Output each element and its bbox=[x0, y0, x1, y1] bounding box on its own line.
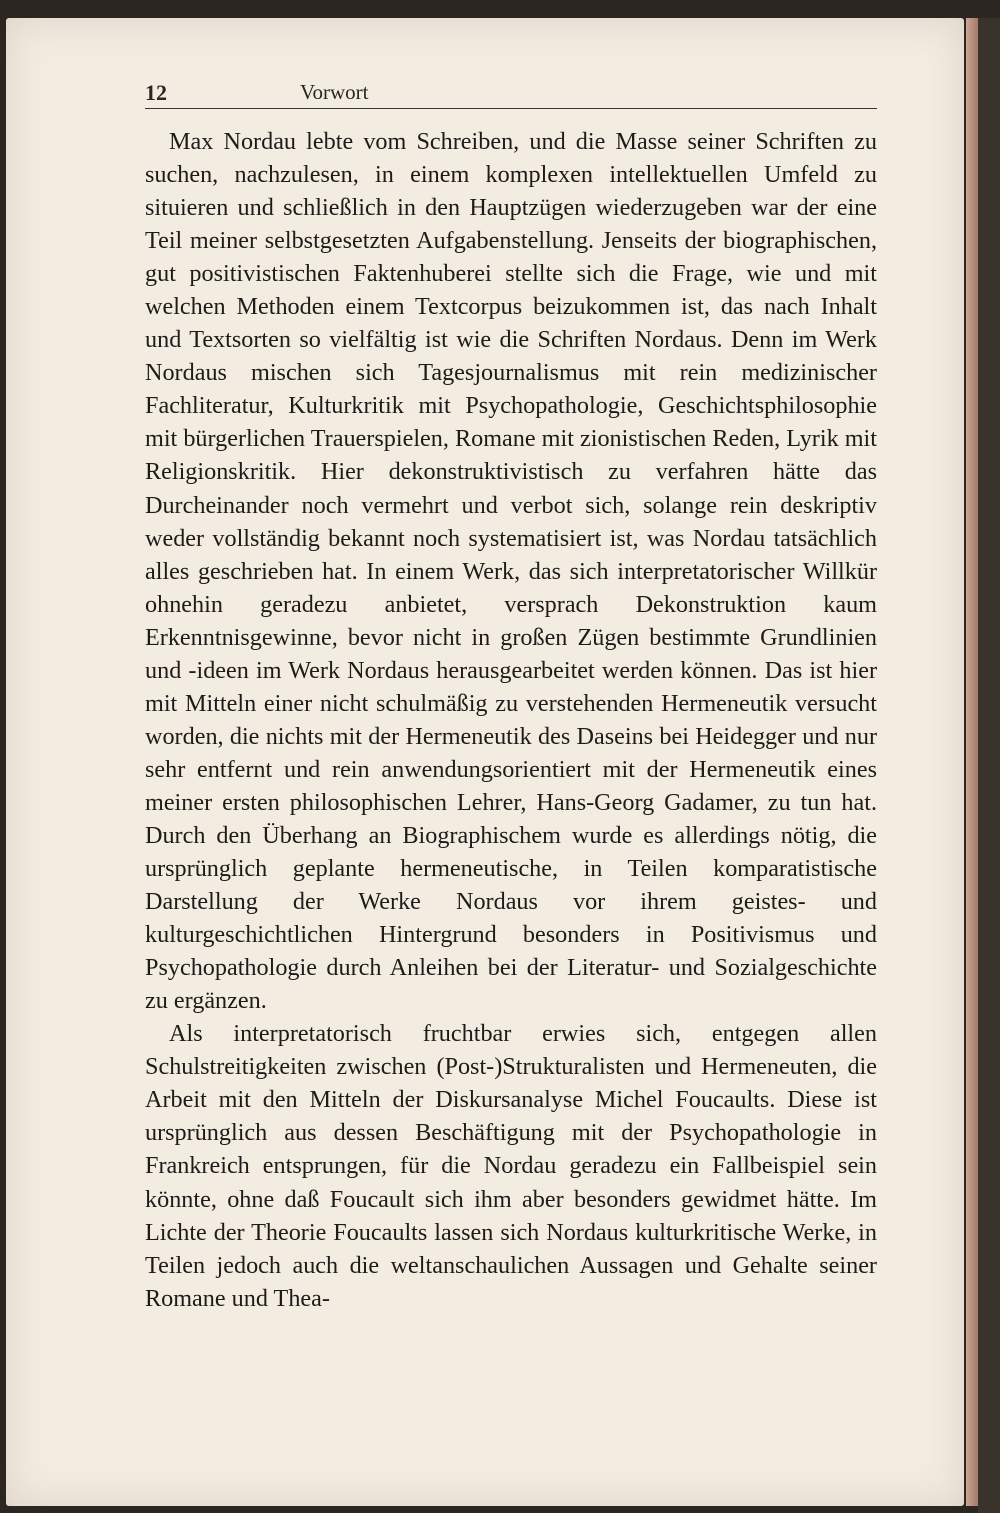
body-text bbox=[145, 125, 877, 1315]
paragraph-1: Max Nordau lebte vom Schreiben, und die Masse seiner Schriften zu suchen, nachzulesen, in einem komplexen intellektuellen Umfeld zu situieren und schließlich in den Hauptzügen wiederzugeben war der eine Teil meiner selbstgesetzten Aufgabenstellung. Jenseits der biographischen, gut positivistischen Faktenhuberei stellte sich die Frage, wie und mit welchen Methoden einem Textcorpus beizukommen ist, das nach Inhalt und Textsorten so vielfältig ist wie die Schriften Nordaus. Denn im Werk Nordaus mischen sich Tagesjournalismus mit rein medizinischer Fachliteratur, Kulturkritik mit Psychopathologie, Geschichtsphilosophie mit bürgerlichen Trauerspielen, Romane mit zionistischen Reden, Lyrik mit Religionskritik. Hier dekonstruktivistisch zu verfahren hätte das Durcheinander noch vermehrt und verbot sich, solange rein deskriptiv weder vollständig bekannt noch systematisiert ist, was Nordau tatsächlich alles geschrieben hat. In einem Werk, das sich interpretatorischer Willkür ohnehin geradezu anbietet, versprach Dekonstruktion kaum Erkenntnisgewinne, bevor nicht in großen Zügen bestimmte Grundlinien und -ideen im Werk Nordaus herausgearbeitet werden können. Das ist hier mit Mitteln einer nicht schulmäßig zu verstehenden Hermeneutik versucht worden, die nichts mit der Hermeneutik des Daseins bei Heidegger und nur sehr entfernt und rein anwendungsorientiert mit der Hermeneutik eines meiner ersten philosophischen Lehrer, Hans-Georg Gadamer, zu tun hat. Durch den Überhang an Biographischem wurde es allerdings nötig, die ursprünglich geplante hermeneutische, in Teilen komparatistische Darstellung der Werke Nordaus vor ihrem geistes- und kulturgeschichtlichen Hintergrund besonders in Positivismus und Psychopathologie durch Anleihen bei der Literatur- und Sozialgeschichte zu ergänzen. bbox=[145, 128, 877, 1015]
book-binding-edge bbox=[978, 18, 1000, 1513]
page-number: 12 bbox=[145, 80, 167, 105]
page-stack-edge bbox=[966, 18, 978, 1506]
paragraph-2: Als interpretatorisch fruchtbar erwies sich, entgegen allen Schulstreitigkeiten zwischen (Post-)Strukturalisten und Hermeneuten, die Arbeit mit den Mitteln der Diskursanalyse Michel Foucaults. Diese ist ursprünglich aus dessen Beschäftigung mit der Psychopathologie in Frankreich entsprungen, für die Nordau geradezu ein Fallbeispiel sein könnte, ohne daß Foucault sich ihm aber besonders gewidmet hätte. Im Lichte der Theorie Foucaults lassen sich Nordaus kulturkritische Werke, in Teilen jedoch auch die weltanschaulichen Aussagen und Gehalte seiner Romane und Thea- bbox=[145, 1020, 877, 1312]
running-head: Vorwort bbox=[300, 80, 369, 104]
page-header bbox=[145, 76, 877, 109]
